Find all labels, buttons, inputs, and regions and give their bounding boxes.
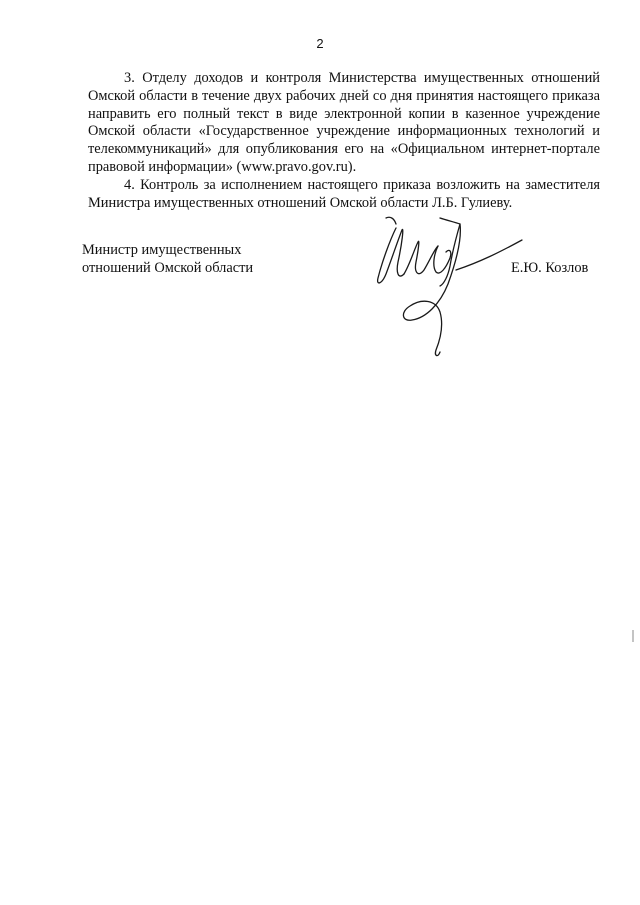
handwritten-signature-icon [360,200,560,370]
signatory-title-line-1: Министр имущественных [82,242,242,258]
page-number: 2 [316,36,324,51]
scan-edge-mark [632,630,634,642]
paragraph-3: 3. Отделу доходов и контроля Министерства имущественных отношений Омской области в течение двух рабочих дней со дня принятия настоящего приказа направить его полный текст в виде электронной копии в казенное учреждение Омской области «Государственное учреждение информационных технологий и телекоммуникаций» для опубликования его на «Официальном интернет-портале правовой информации» (www.pravo.gov.ru). [88,70,600,175]
signatory-name: Е.Ю. Козлов [511,260,589,276]
signatory-title-line-2: отношений Омской области [82,260,254,276]
signatory-title [82,241,253,277]
paragraph-4: 4. Контроль за исполнением настоящего приказа возложить на заместителя Министра имущественных отношений Омской области Л.Б. Гулиеву. [88,176,600,211]
document-body [88,70,600,212]
